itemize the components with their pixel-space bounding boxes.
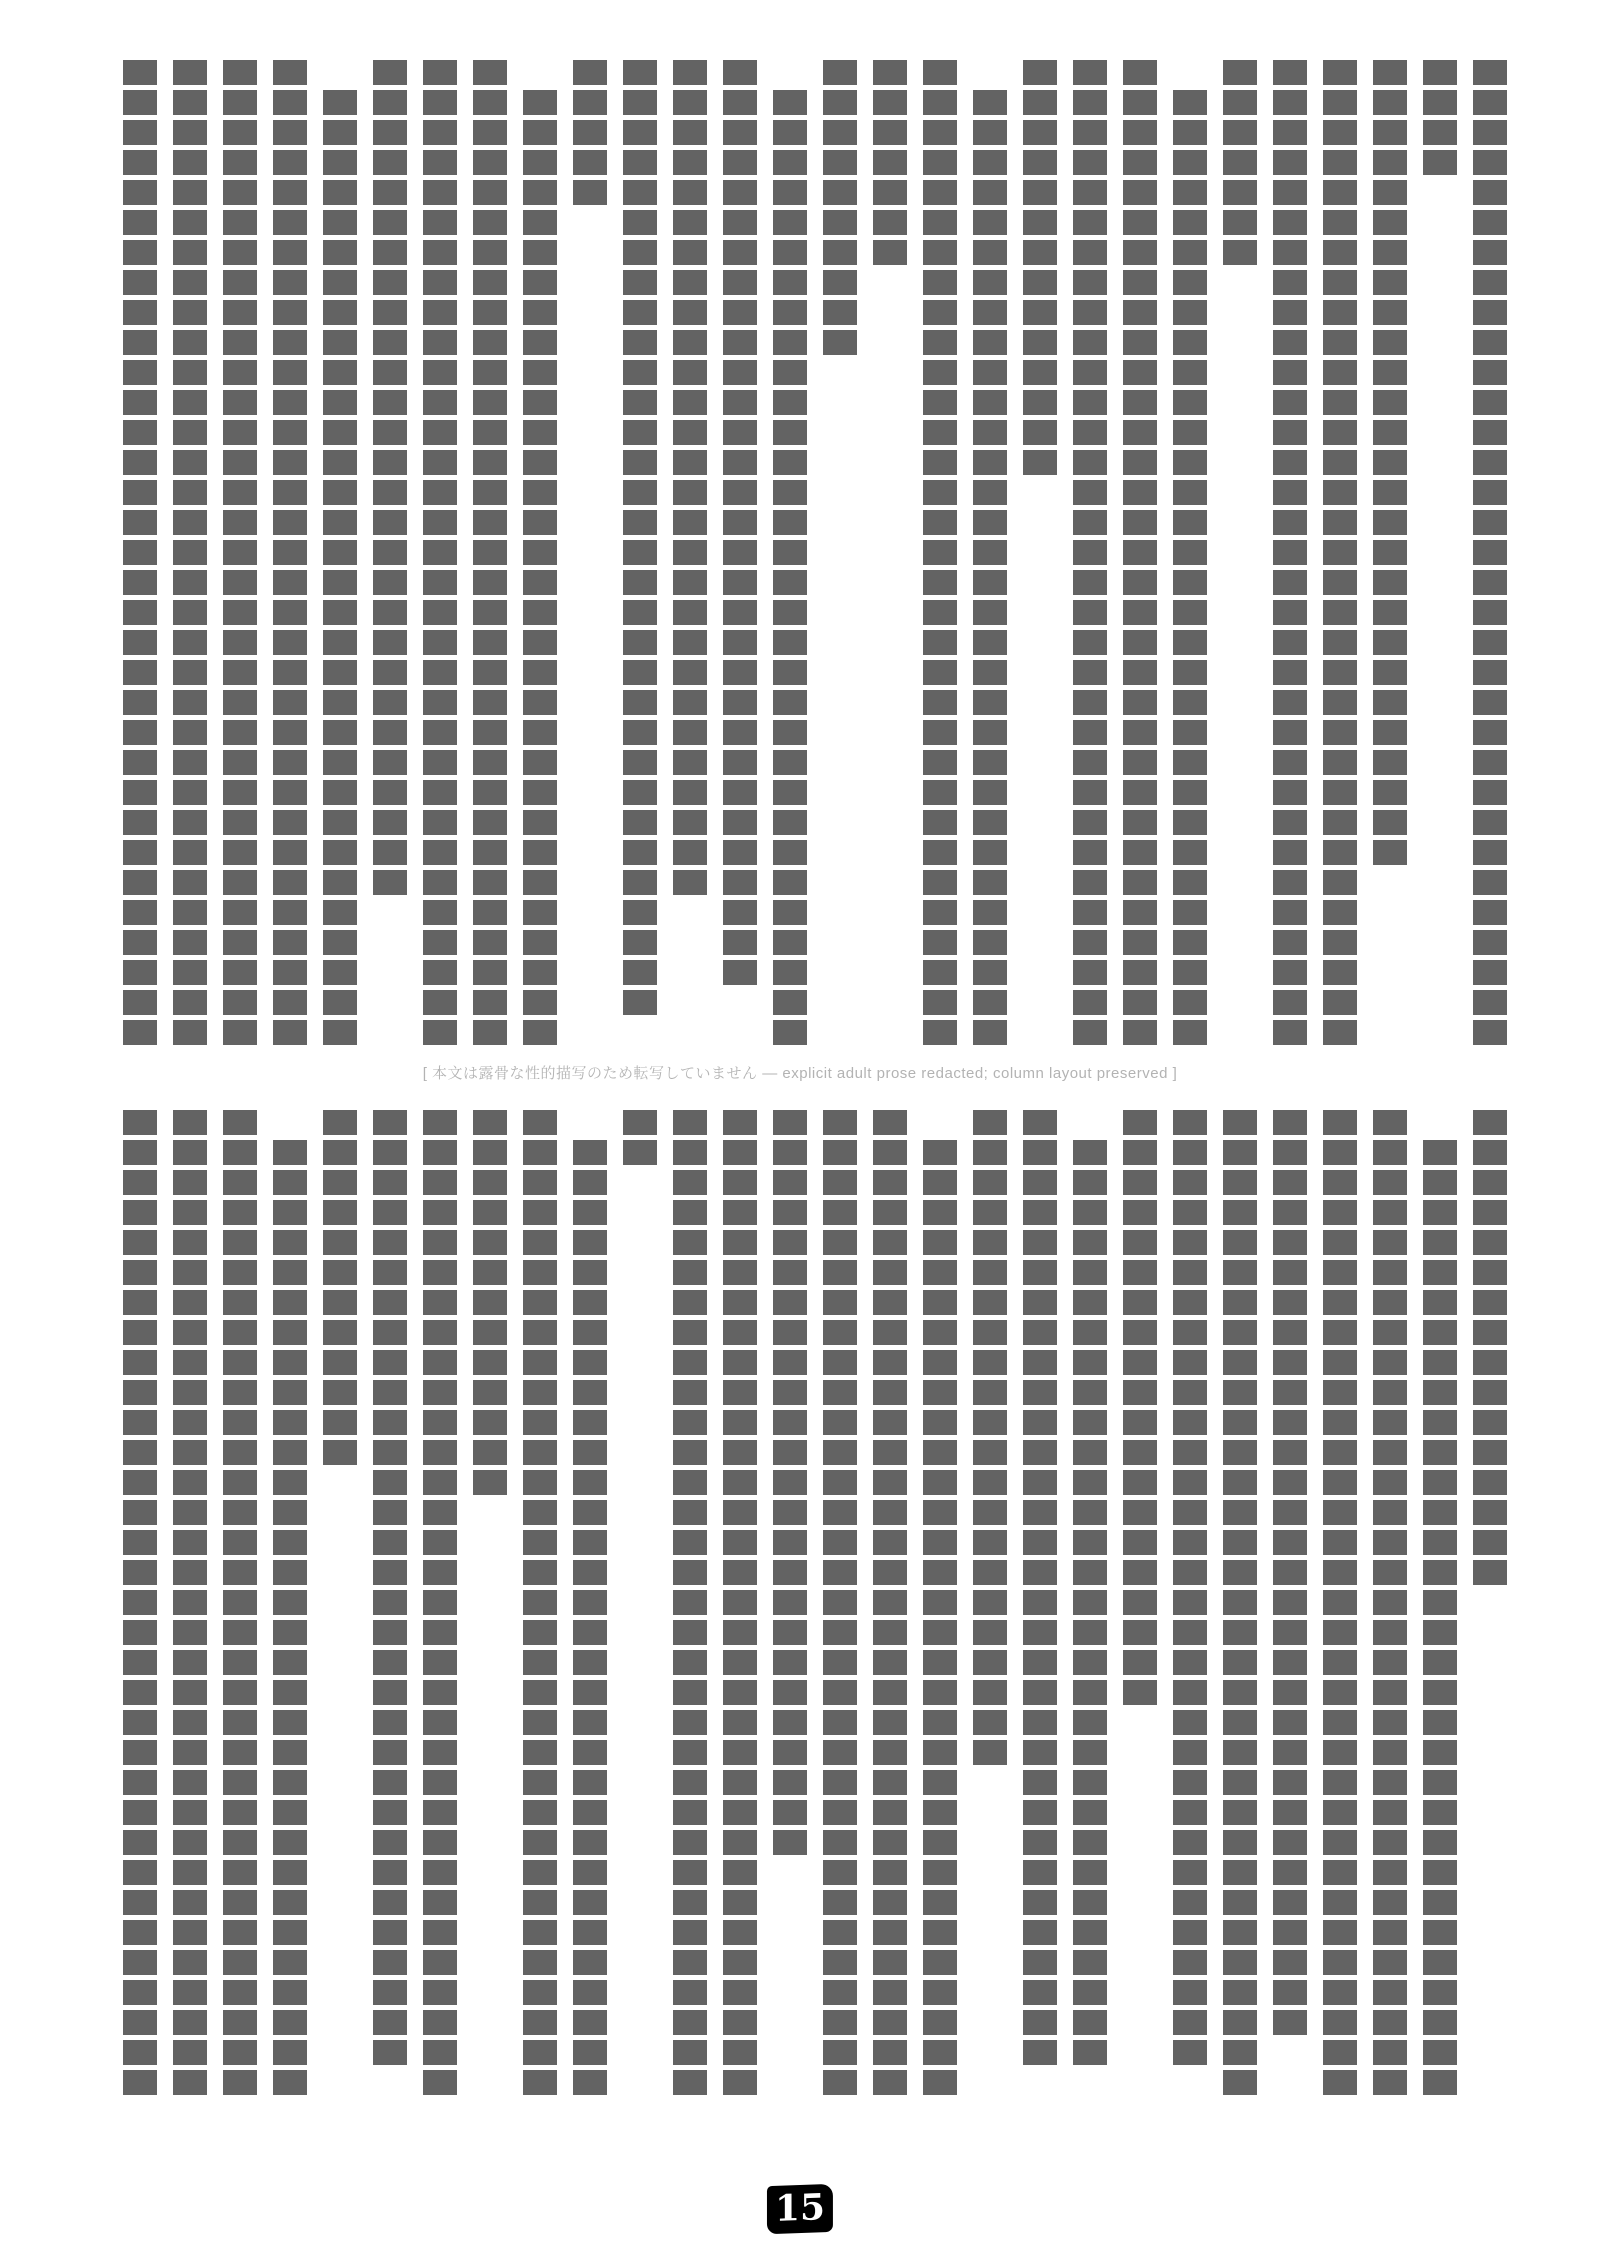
text-column-redacted bbox=[723, 1110, 757, 2095]
text-column-redacted bbox=[173, 1110, 207, 2095]
text-column-redacted bbox=[1223, 1110, 1257, 2095]
text-column-redacted bbox=[923, 60, 957, 1045]
text-column-redacted bbox=[1473, 1110, 1507, 1585]
text-column-redacted bbox=[1023, 1110, 1057, 2065]
text-column-redacted bbox=[1173, 90, 1207, 1045]
text-column-redacted bbox=[1323, 1110, 1357, 2095]
text-column-redacted bbox=[973, 90, 1007, 1045]
text-column-redacted bbox=[973, 1110, 1007, 1765]
text-column-redacted bbox=[723, 60, 757, 985]
text-column-redacted bbox=[623, 1110, 657, 1165]
text-column-redacted bbox=[573, 1140, 607, 2095]
text-column-redacted bbox=[223, 1110, 257, 2095]
text-column-redacted bbox=[673, 60, 707, 895]
text-column-redacted bbox=[423, 60, 457, 1045]
text-column-redacted bbox=[373, 1110, 407, 2065]
text-column-redacted bbox=[1173, 1110, 1207, 2065]
text-column-redacted bbox=[1273, 60, 1307, 1045]
text-column-redacted bbox=[873, 60, 907, 265]
text-column-redacted bbox=[123, 1110, 157, 2095]
text-column-redacted bbox=[473, 60, 507, 1045]
text-column-redacted bbox=[1123, 1110, 1157, 1705]
text-column-redacted bbox=[1373, 1110, 1407, 2095]
text-column-redacted bbox=[523, 1110, 557, 2095]
text-column-redacted bbox=[573, 60, 607, 205]
text-column-redacted bbox=[1473, 60, 1507, 1045]
text-column-redacted bbox=[1223, 60, 1257, 265]
text-column-redacted bbox=[173, 60, 207, 1045]
text-column-redacted bbox=[123, 60, 157, 1045]
text-column-redacted bbox=[273, 60, 307, 1045]
text-column-redacted bbox=[1373, 60, 1407, 865]
text-column-redacted bbox=[473, 1110, 507, 1495]
text-column-redacted bbox=[873, 1110, 907, 2095]
text-column-redacted bbox=[373, 60, 407, 895]
text-column-redacted bbox=[323, 1110, 357, 1465]
redaction-notice: [ 本文は露骨な性的描写のため転写していません — explicit adult prose redacted; column layout preserved ] bbox=[422, 1065, 1178, 1082]
text-column-redacted bbox=[823, 1110, 857, 2095]
text-column-redacted bbox=[1023, 60, 1057, 475]
text-column-redacted bbox=[623, 60, 657, 1015]
text-column-redacted bbox=[273, 1140, 307, 2095]
text-block-bottom bbox=[123, 1110, 1507, 2095]
text-column-redacted bbox=[1073, 1140, 1107, 2065]
text-column-redacted bbox=[423, 1110, 457, 2095]
page-number: 15 bbox=[767, 2184, 833, 2234]
text-column-redacted bbox=[1423, 60, 1457, 175]
text-column-redacted bbox=[923, 1140, 957, 2095]
text-column-redacted bbox=[1323, 60, 1357, 1045]
text-column-redacted bbox=[823, 60, 857, 355]
text-column-redacted bbox=[223, 60, 257, 1045]
text-column-redacted bbox=[1073, 60, 1107, 1045]
text-column-redacted bbox=[1423, 1140, 1457, 2095]
text-column-redacted bbox=[773, 1110, 807, 1855]
text-column-redacted bbox=[773, 90, 807, 1045]
text-column-redacted bbox=[673, 1110, 707, 2095]
text-column-redacted bbox=[1273, 1110, 1307, 2035]
text-column-redacted bbox=[1123, 60, 1157, 1045]
text-column-redacted bbox=[323, 90, 357, 1045]
text-column-redacted bbox=[523, 90, 557, 1045]
text-block-top bbox=[123, 60, 1507, 1045]
